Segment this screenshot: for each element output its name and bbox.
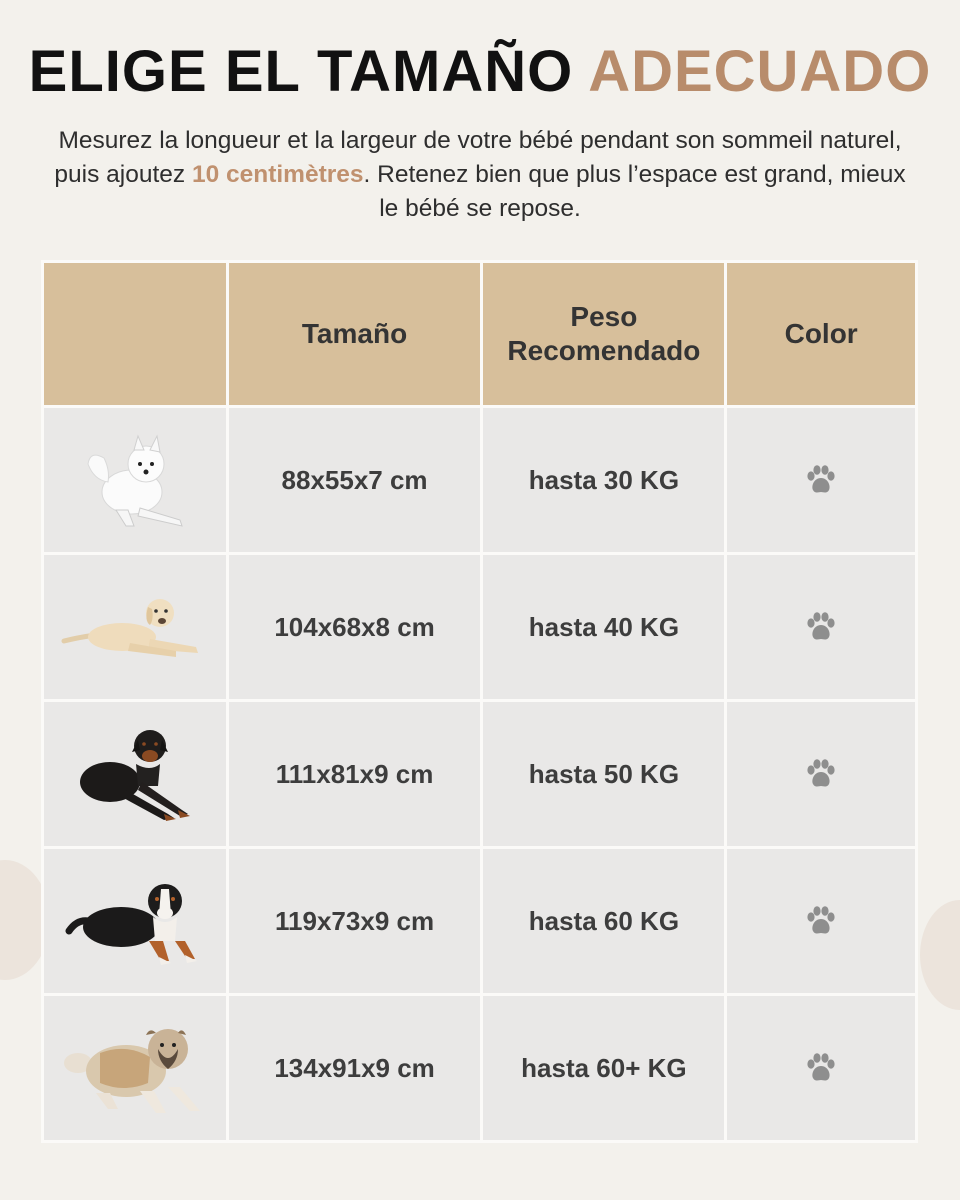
weight-cell: hasta 60+ KG: [482, 995, 726, 1142]
color-cell[interactable]: [726, 407, 917, 554]
dog-image-cell: [43, 407, 228, 554]
size-cell: 104x68x8 cm: [227, 554, 482, 701]
dog-image-cell: [43, 995, 228, 1142]
weight-cell: hasta 40 KG: [482, 554, 726, 701]
title-main: ELIGE EL TAMAÑO: [28, 39, 574, 104]
dog-image-cell: [43, 554, 228, 701]
color-cell[interactable]: [726, 848, 917, 995]
caucasian-shepherd-dog-icon: [60, 1013, 210, 1123]
subtitle-highlight: 10 centimètres: [191, 161, 364, 188]
color-cell[interactable]: [726, 995, 917, 1142]
page-subtitle: [50, 124, 910, 226]
table-header-row: [43, 262, 917, 407]
table-row: [43, 848, 917, 995]
title-accent: ADECUADO: [588, 39, 932, 104]
color-cell[interactable]: [726, 554, 917, 701]
background-decoration: [920, 900, 960, 1010]
size-table: [41, 260, 918, 1143]
labrador-dog-icon: [60, 587, 210, 667]
weight-cell: hasta 50 KG: [482, 701, 726, 848]
rottweiler-dog-icon: [70, 724, 200, 824]
table-row: [43, 407, 917, 554]
subtitle-before: Mesurez la longueur et la largeur de votre bébé pendant son sommeil naturel, puis ajoutez: [54, 127, 902, 188]
weight-cell: hasta 60 KG: [482, 848, 726, 995]
page-title: [0, 38, 960, 105]
size-cell: 111x81x9 cm: [227, 701, 482, 848]
table-row: [43, 701, 917, 848]
size-cell: 88x55x7 cm: [227, 407, 482, 554]
dog-image-cell: [43, 701, 228, 848]
color-cell[interactable]: [726, 701, 917, 848]
header-weight: [482, 262, 726, 407]
header-color: Color: [726, 262, 917, 407]
size-cell: 119x73x9 cm: [227, 848, 482, 995]
paw-icon[interactable]: [804, 610, 838, 644]
paw-icon[interactable]: [804, 1051, 838, 1085]
header-size: Tamaño: [227, 262, 482, 407]
header-weight-label: Peso Recomendado: [507, 301, 701, 366]
paw-icon[interactable]: [804, 904, 838, 938]
size-cell: 134x91x9 cm: [227, 995, 482, 1142]
white-spitz-dog-icon: [80, 430, 190, 530]
header-image: [43, 262, 228, 407]
dog-image-cell: [43, 848, 228, 995]
paw-icon[interactable]: [804, 757, 838, 791]
table-row: [43, 995, 917, 1142]
bernese-mountain-dog-icon: [65, 871, 205, 971]
weight-cell: hasta 30 KG: [482, 407, 726, 554]
paw-icon[interactable]: [804, 463, 838, 497]
table-row: [43, 554, 917, 701]
subtitle-after: . Retenez bien que plus l’espace est grand, mieux le bébé se repose.: [363, 161, 906, 222]
